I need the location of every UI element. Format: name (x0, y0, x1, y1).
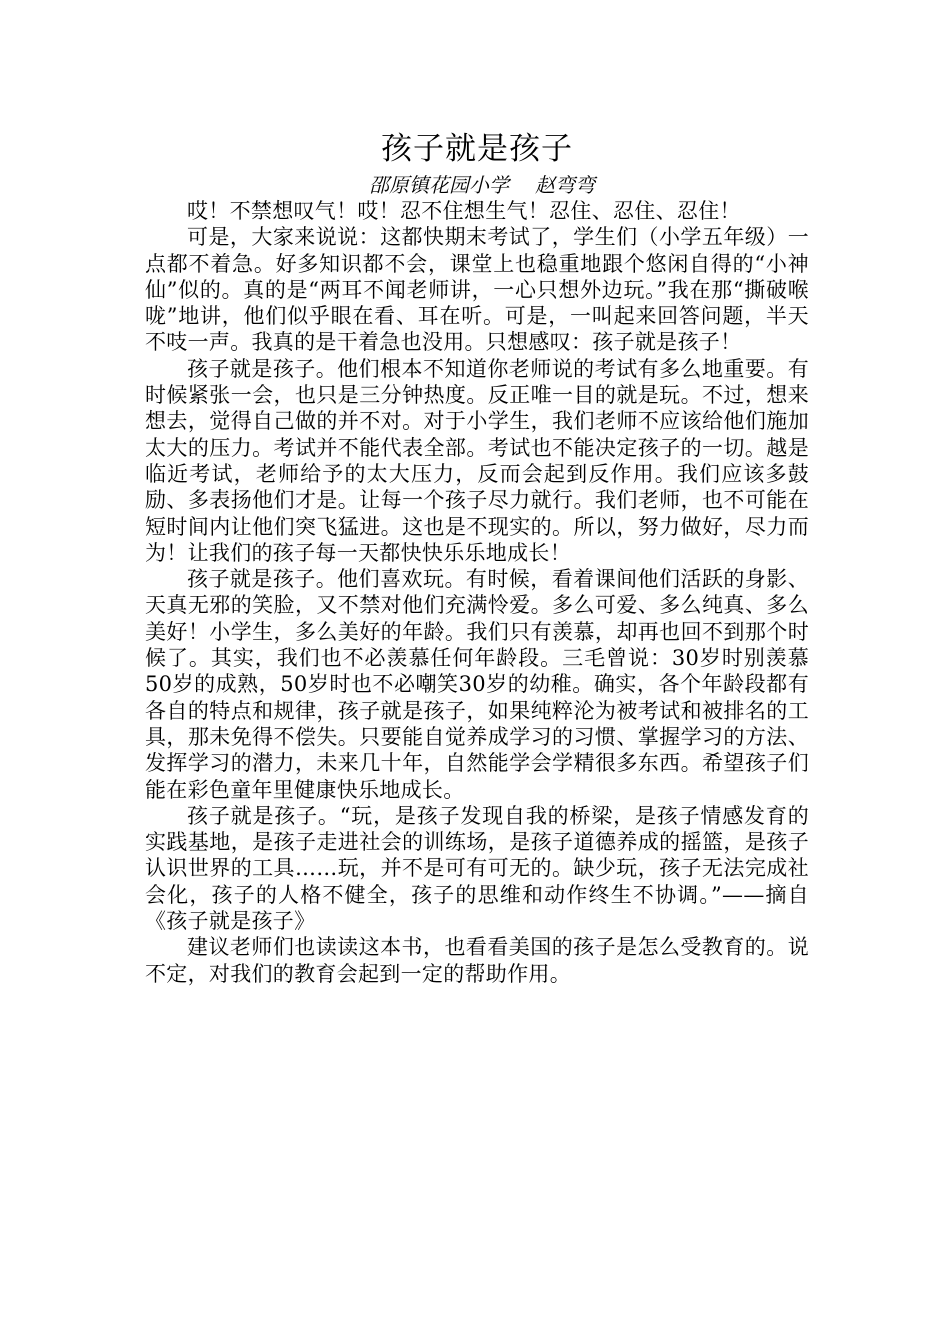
document-page (145, 126, 809, 987)
paragraph: 建议老师们也读读这本书，也看看美国的孩子是怎么受教育的。说不定，对我们的教育会起到一定的帮助作用。 (145, 935, 809, 986)
paragraph: 可是，大家来说说：这都快期末考试了，学生们（小学五年级）一点都不着急。好多知识都不会，课堂上也稳重地跟个悠闲自得的“小神仙”似的。真的是“两耳不闻老师讲，一心只想外边玩。”我在那“撕破喉咙”地讲，他们似乎眼在看、耳在听。可是，一叫起来回答问题，半天不吱一声。我真的是干着急也没用。只想感叹：孩子就是孩子！ (145, 225, 809, 355)
author-name: 赵弯弯 (535, 173, 595, 197)
document-title: 孩子就是孩子 (381, 131, 573, 167)
paragraph: 孩子就是孩子。他们根本不知道你老师说的考试有多么地重要。有时候紧张一会，也只是三分钟热度。反正唯一目的就是玩。不过，想来想去，觉得自己做的并不对。对于小学生，我们老师不应该给他们施加太大的压力。考试并不能代表全部。考试也不能决定孩子的一切。越是临近考试，老师给予的太大压力，反而会起到反作用。我们应该多鼓励、多表扬他们才是。让每一个孩子尽力就行。我们老师，也不可能在短时间内让他们突飞猛进。这也是不现实的。所以，努力做好，尽力而为！让我们的孩子每一天都快快乐乐地成长！ (145, 356, 809, 565)
document-body (145, 198, 809, 987)
paragraph: 孩子就是孩子。“玩，是孩子发现自我的桥梁，是孩子情感发育的实践基地，是孩子走进社会的训练场，是孩子道德养成的摇篮，是孩子认识世界的工具……玩，并不是可有可无的。缺少玩，孩子无法完成社会化，孩子的人格不健全，孩子的思维和动作终生不协调。”——摘自《孩子就是孩子》 (145, 803, 809, 934)
paragraph: 孩子就是孩子。他们喜欢玩。有时候，看着课间他们活跃的身影、天真无邪的笑脸，又不禁对他们充满怜爱。多么可爱、多么纯真、多么美好！小学生，多么美好的年龄。我们只有羡慕，却再也回不到那个时候了。其实，我们也不必羡慕任何年龄段。三毛曾说：30岁时别羡慕50岁的成熟，50岁时也不必嘲笑30岁的幼稚。确实，各个年龄段都有各自的特点和规律，孩子就是孩子，如果纯粹沦为被考试和被排名的工具，那未免得不偿失。只要能自觉养成学习的习惯、掌握学习的方法、发挥学习的潜力，未来几十年，自然能学会学精很多东西。希望孩子们能在彩色童年里健康快乐地成长。 (145, 567, 809, 802)
paragraph: 哎！不禁想叹气！哎！忍不住想生气！忍住、忍住、忍住！ (187, 199, 741, 223)
author-school: 邵原镇花园小学 (369, 173, 509, 197)
author-line (145, 172, 809, 198)
